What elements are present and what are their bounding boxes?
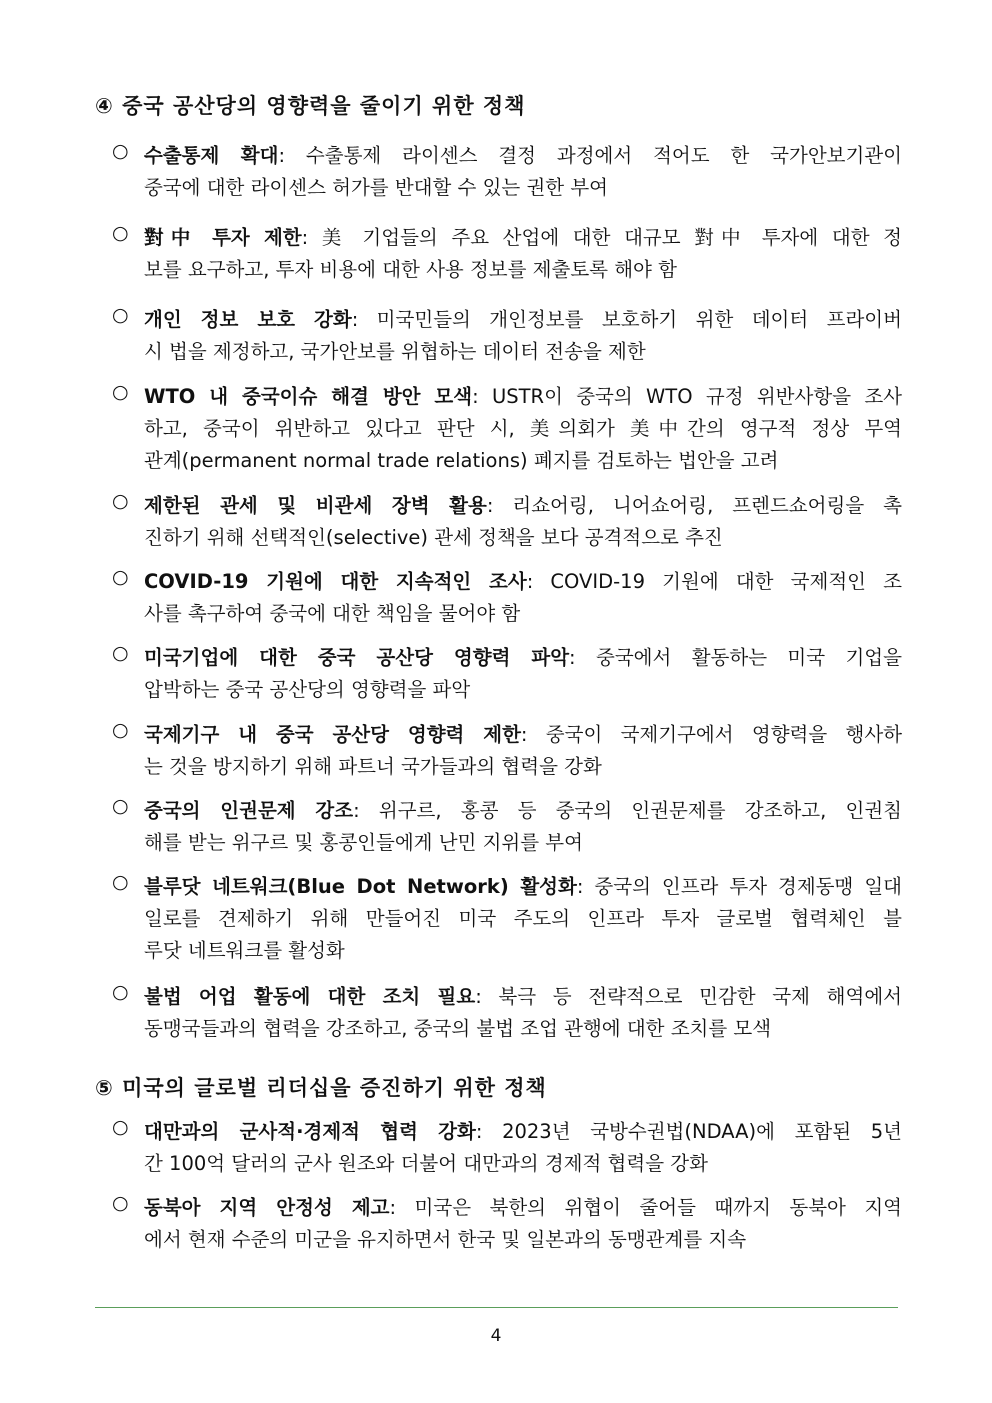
- item-text: 일로를 견제하기 위해 만들어진 미국 주도의 인프라 투자 글로벌 협력체인 블: [144, 907, 902, 930]
- bullet-icon: ○: [112, 1116, 129, 1138]
- list-item: [112, 642, 902, 706]
- list-item: [112, 140, 902, 204]
- bullet-icon: ○: [112, 140, 129, 162]
- item-text: : 위구르, 홍콩 등 중국의 인권문제를 강조하고, 인권침: [353, 799, 902, 822]
- item-text: 관계(permanent normal trade relations) 폐지를 검토하는 법안을 고려: [144, 449, 779, 472]
- item-label: COVID-19 기원에 대한 지속적인 조사: [144, 570, 527, 593]
- bullet-icon: ○: [112, 222, 129, 244]
- item-label: WTO 내 중국이슈 해결 방안 모색: [144, 385, 473, 408]
- item-text: : 중국의 인프라 투자 경제동맹 일대: [576, 875, 902, 898]
- item-label: 제한된 관세 및 비관세 장벽 활용: [144, 494, 487, 517]
- item-text: 보를 요구하고, 투자 비용에 대한 사용 정보를 제출토록 해야 함: [144, 258, 677, 281]
- bullet-icon: ○: [112, 795, 129, 817]
- section-5-title: ⑤ 미국의 글로벌 리더십을 증진하기 위한 정책: [95, 1076, 547, 1100]
- list-item: [112, 795, 902, 859]
- item-label: 블루닷 네트워크(Blue Dot Network) 활성화: [144, 875, 577, 898]
- page-number: 4: [490, 1326, 502, 1346]
- bullet-icon: ○: [112, 304, 129, 326]
- list-item: [112, 490, 902, 554]
- bullet-icon: ○: [112, 642, 129, 664]
- item-label: 불법 어업 활동에 대한 조치 필요: [144, 985, 476, 1008]
- item-text: : 리쇼어링, 니어쇼어링, 프렌드쇼어링을 촉: [486, 494, 902, 517]
- item-text: : 美 기업들의 주요 산업에 대한 대규모 對中 투자에 대한 정: [301, 226, 902, 249]
- item-text: 간 100억 달러의 군사 원조와 더불어 대만과의 경제적 협력을 강화: [144, 1152, 708, 1175]
- item-label: 수출통제 확대: [144, 144, 279, 167]
- item-text: : 수출통제 라이센스 결정 과정에서 적어도 한 국가안보기관이: [278, 144, 902, 167]
- item-text: : COVID-19 기원에 대한 국제적인 조: [526, 570, 902, 593]
- list-item: [112, 381, 902, 477]
- item-text: : 중국에서 활동하는 미국 기업을: [569, 646, 902, 669]
- bullet-icon: ○: [112, 381, 129, 403]
- list-item: [112, 566, 902, 630]
- list-item: [112, 1116, 902, 1180]
- item-text: 압박하는 중국 공산당의 영향력을 파악: [144, 678, 471, 701]
- list-item: [112, 304, 902, 368]
- item-text: 루닷 네트워크를 활성화: [144, 939, 345, 962]
- list-item: [112, 222, 902, 286]
- list-item: [112, 981, 902, 1045]
- list-item: [112, 871, 902, 967]
- item-text: 는 것을 방지하기 위해 파트너 국가들과의 협력을 강화: [144, 755, 602, 778]
- bullet-icon: ○: [112, 566, 129, 588]
- item-text: 에서 현재 수준의 미군을 유지하면서 한국 및 일본과의 동맹관계를 지속: [144, 1228, 747, 1251]
- item-label: 대만과의 군사적·경제적 협력 강화: [144, 1120, 476, 1143]
- item-text: : USTR이 중국의 WTO 규정 위반사항을 조사: [472, 385, 902, 408]
- item-text: : 2023년 국방수권법(NDAA)에 포함된 5년: [475, 1120, 902, 1143]
- item-text: : 미국은 북한의 위협이 줄어들 때까지 동북아 지역: [389, 1196, 902, 1219]
- list-item: [112, 719, 902, 783]
- bullet-icon: ○: [112, 1192, 129, 1214]
- item-text: : 중국이 국제기구에서 영향력을 행사하: [520, 723, 902, 746]
- item-text: 동맹국들과의 협력을 강조하고, 중국의 불법 조업 관행에 대한 조치를 모색: [144, 1017, 772, 1040]
- item-text: 진하기 위해 선택적인(selective) 관세 정책을 보다 공격적으로 추진: [144, 526, 723, 549]
- item-text: 사를 촉구하여 중국에 대한 책임을 물어야 함: [144, 602, 521, 625]
- bullet-icon: ○: [112, 981, 129, 1003]
- bullet-icon: ○: [112, 871, 129, 893]
- item-text: 시 법을 제정하고, 국가안보를 위협하는 데이터 전송을 제한: [144, 340, 646, 363]
- item-text: 해를 받는 위구르 및 홍콩인들에게 난민 지위를 부여: [144, 831, 583, 854]
- item-text: 중국에 대한 라이센스 허가를 반대할 수 있는 권한 부여: [144, 176, 609, 199]
- item-text: : 북극 등 전략적으로 민감한 국제 해역에서: [475, 985, 902, 1008]
- bullet-icon: ○: [112, 719, 129, 741]
- item-label: 미국기업에 대한 중국 공산당 영향력 파악: [144, 646, 570, 669]
- item-label: 중국의 인권문제 강조: [144, 799, 354, 822]
- item-text: : 미국민들의 개인정보를 보호하기 위한 데이터 프라이버: [351, 308, 902, 331]
- footer-divider: [95, 1307, 898, 1308]
- item-text: 하고, 중국이 위반하고 있다고 판단 시, 美의회가 美中간의 영구적 정상 무역: [144, 417, 902, 440]
- list-item: [112, 1192, 902, 1256]
- item-label: 국제기구 내 중국 공산당 영향력 제한: [144, 723, 521, 746]
- section-4-title: ④ 중국 공산당의 영향력을 줄이기 위한 정책: [95, 94, 526, 118]
- item-label: 개인 정보 보호 강화: [144, 308, 352, 331]
- bullet-icon: ○: [112, 490, 129, 512]
- item-label: 동북아 지역 안정성 제고: [144, 1196, 390, 1219]
- item-label: 對中 투자 제한: [144, 226, 302, 249]
